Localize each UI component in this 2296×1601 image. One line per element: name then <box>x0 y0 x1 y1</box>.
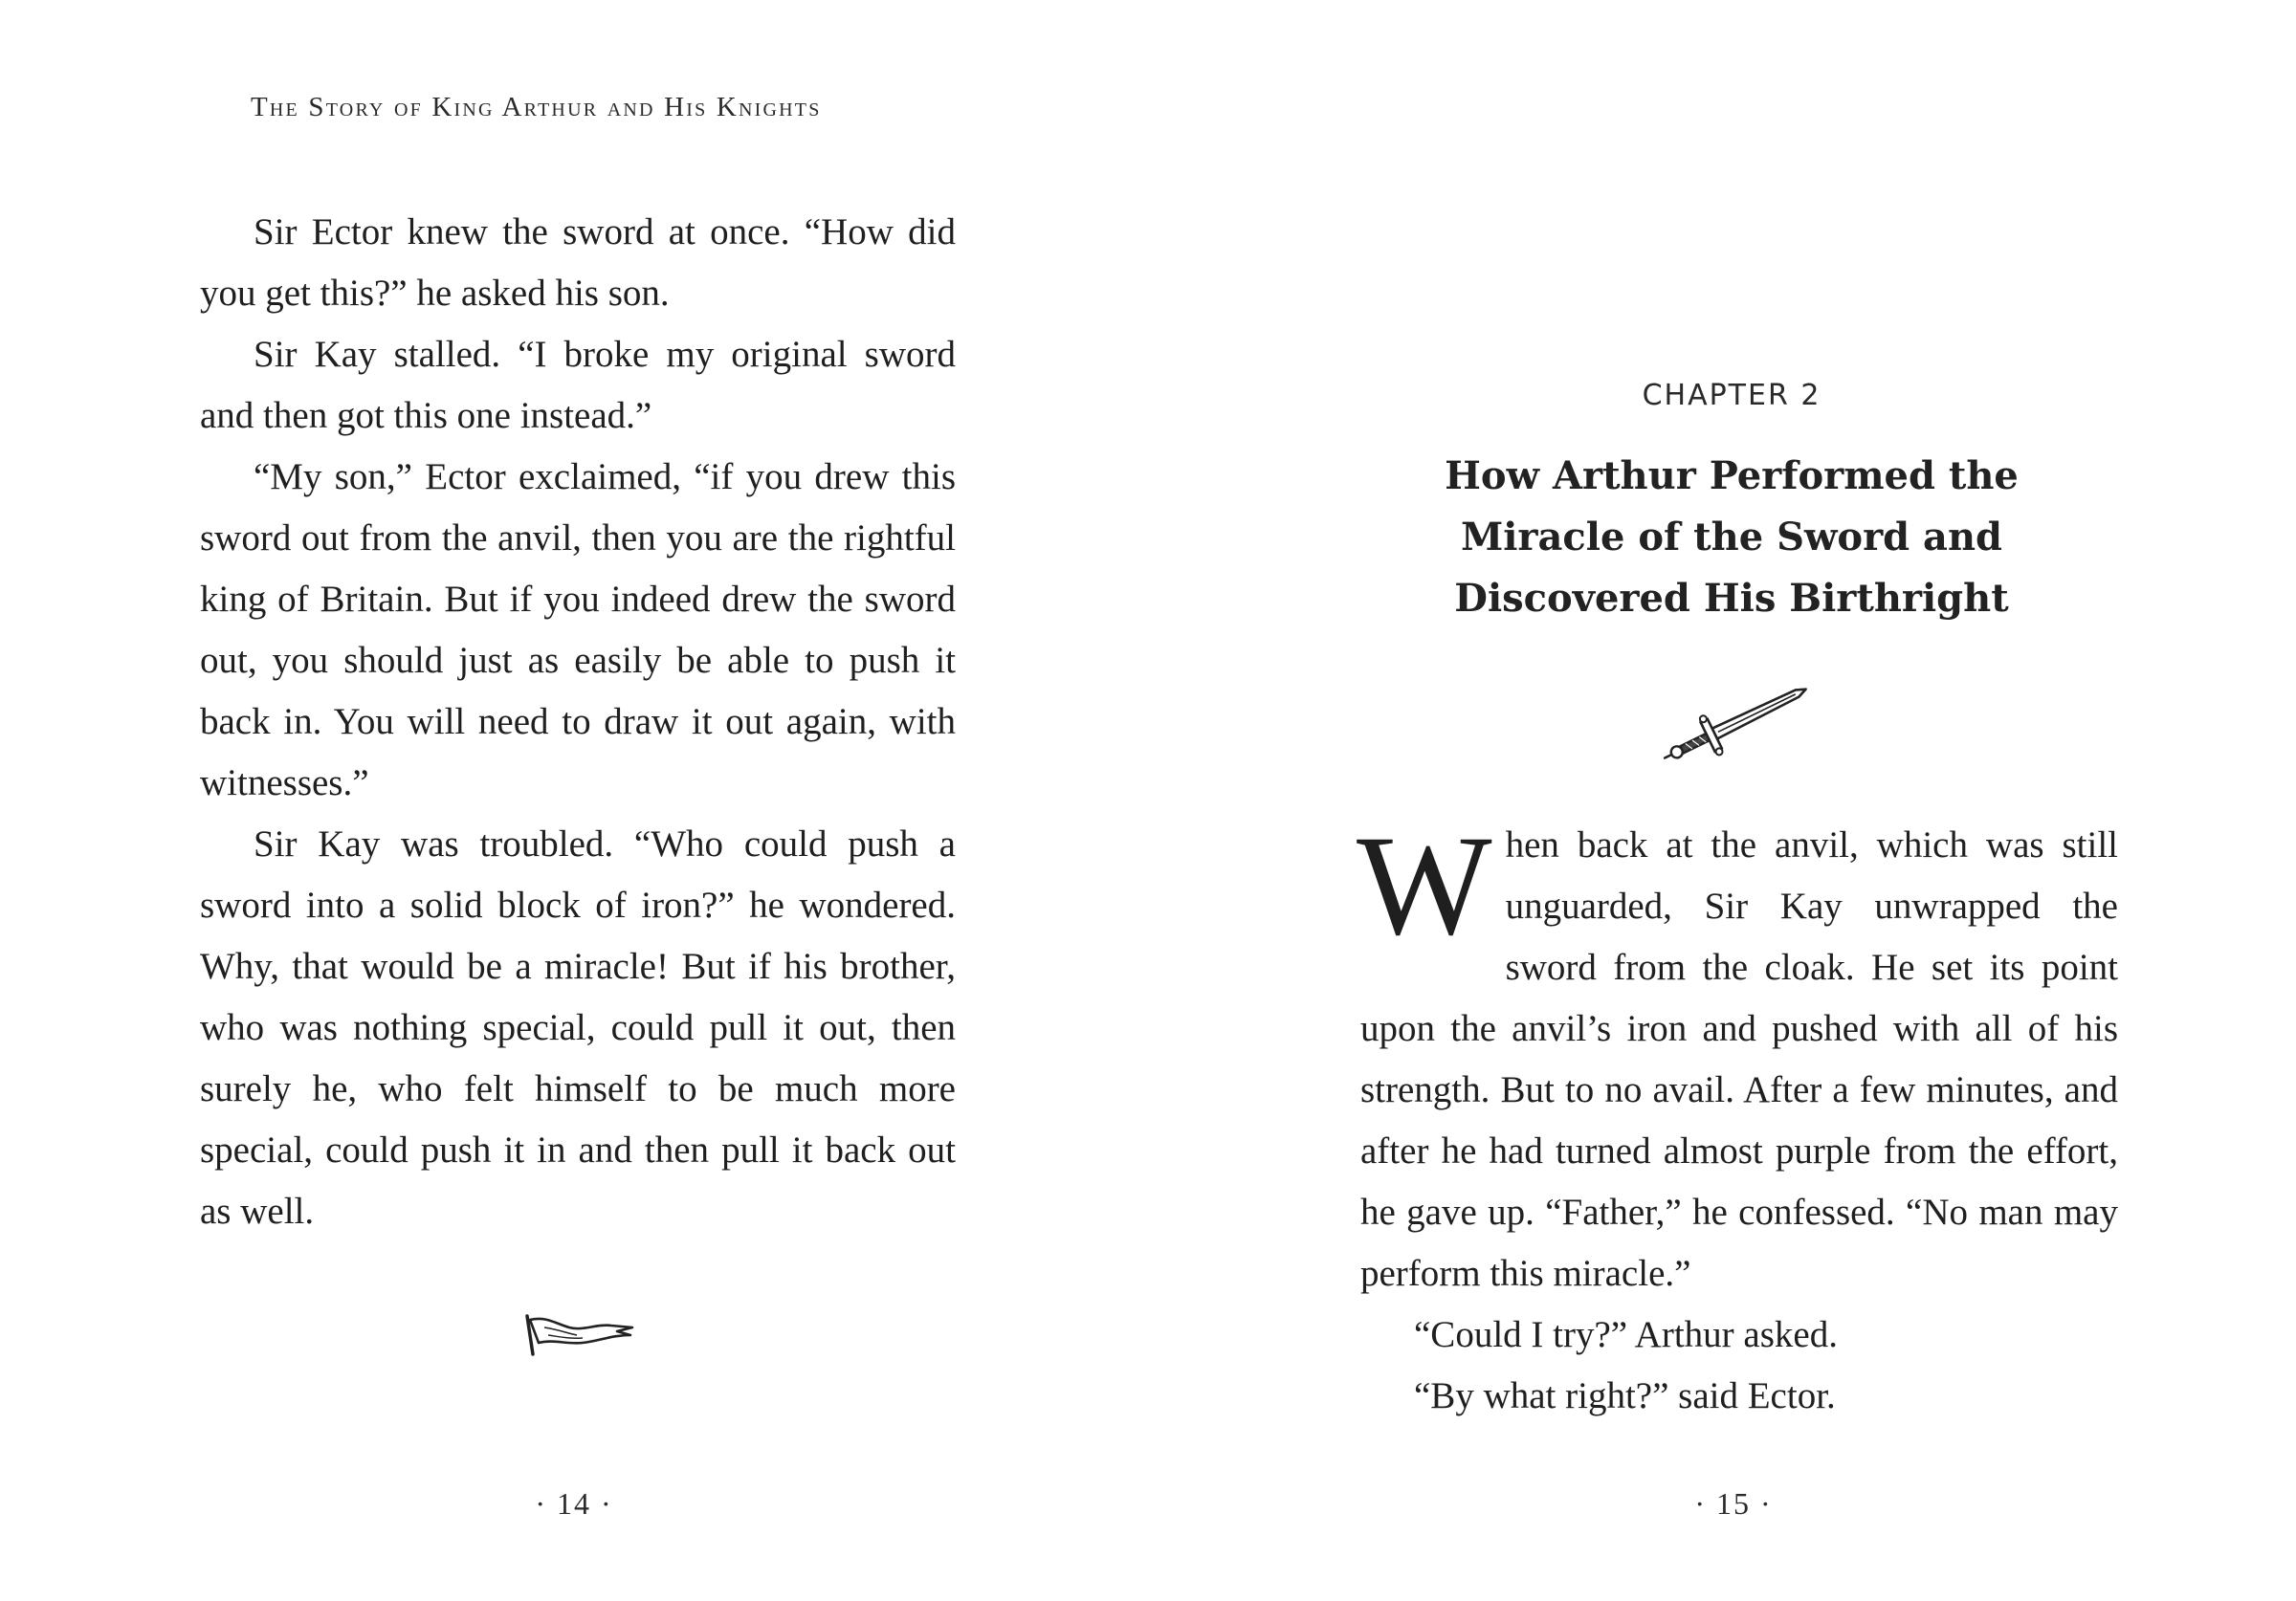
running-head: The Story of King Arthur and His Knights <box>251 92 822 122</box>
drop-cap: W <box>1357 806 1492 965</box>
paragraph <box>1357 806 2118 1305</box>
paragraph-text: hen back at the anvil, which was still unguarded, Sir Kay unwrapped the sword from the cloak. He set its point upon the anvil’s iron and pushed with all of his strength. But to no avail. After a few minutes, and after he had turned almost purple from the effort, he gave up. “Father,” he confessed. “No man may perform this miracle.” <box>1360 824 2118 1294</box>
page-number: · 14 · <box>535 1486 613 1521</box>
chapter-title-line: Miracle of the Sword and <box>1460 515 2003 559</box>
chapter-title <box>1397 446 2066 629</box>
paragraph: “Could I try?” Arthur asked. <box>1414 1314 1838 1355</box>
paragraph: “My son,” Ector exclaimed, “if you drew this sword out from the anvil, then you are the rightful king of Britain. But if you indeed drew the sword out, you should just as easily be able to push it back in. You will need to draw it out again, with witnesses.” <box>200 456 956 803</box>
paragraph: Sir Ector knew the sword at once. “How did you get this?” he asked his son. <box>200 211 956 314</box>
paragraph: Sir Kay stalled. “I broke my original sword and then got this one instead.” <box>200 334 956 436</box>
sword-icon <box>1653 687 1816 761</box>
paragraph: “By what right?” said Ector. <box>1414 1375 1836 1416</box>
chapter-title-line: How Arthur Performed the <box>1445 453 2019 498</box>
chapter-label: CHAPTER 2 <box>1642 379 1821 412</box>
left-page-body <box>200 202 956 1242</box>
right-page-body <box>1357 806 2118 1427</box>
chapter-title-line: Discovered His Birthright <box>1454 576 2009 621</box>
pennant-flag-icon <box>519 1310 634 1358</box>
page-number: · 15 · <box>1694 1486 1773 1521</box>
paragraph: Sir Kay was troubled. “Who could push a sword into a solid block of iron?” he wondered. Why, that would be a miracle! But if his brother, who was nothing special, could pull it out, then surely he, who felt himself to be much more special, could push it in and then pull it back out as well. <box>200 823 956 1232</box>
